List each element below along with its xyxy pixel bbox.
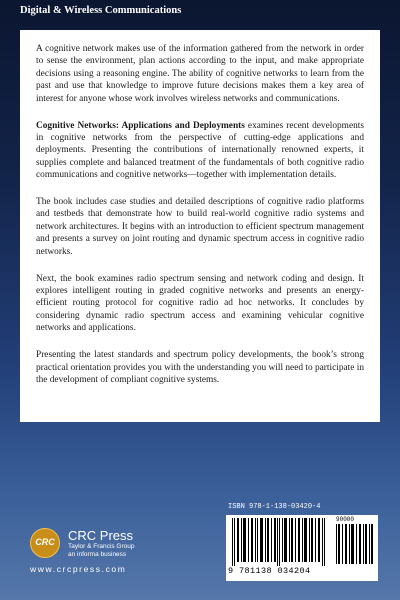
- description-panel: [20, 30, 380, 422]
- publisher-group: Taylor & Francis Group: [68, 543, 135, 550]
- addon-barcode-icon: [336, 524, 374, 564]
- paragraph-4: Next, the book examines radio spectrum sensing and network coding and design. It explores intelligent routing in graded cognitive networks and presents an energy-efficient routing protocol for cognitive radio ad hoc networks. It concludes by considering dynamic radio spectrum access and examining vehicular cognitive networks and applications.: [36, 273, 364, 334]
- paragraph-2: [36, 120, 364, 182]
- isbn-label: ISBN 978-1-138-03420-4: [228, 503, 321, 511]
- crc-logo-icon: CRC: [30, 528, 60, 558]
- publisher-website: www.crcpress.com: [30, 564, 127, 574]
- series-title: Digital & Wireless Communications: [20, 5, 182, 16]
- barcode-icon: [230, 518, 330, 566]
- barcode-addon-digits: 90000: [336, 516, 355, 523]
- paragraph-3: The book includes case studies and detailed descriptions of cognitive radio platforms and testbeds that demonstrate how to build real-world cognitive radio systems and network architectures. It begins with an introduction to efficient spectrum management and presents a survey on joint routing and dynamic spectrum access in cognitive radio networks.: [36, 197, 364, 257]
- barcode-block: [226, 515, 378, 581]
- publisher-logo: [30, 528, 180, 588]
- paragraph-1: A cognitive network makes use of the information gathered from the network in order to sense the environment, plan actions according to the input, and make appropriate decisions using a reasoning engine. The ability of cognitive networks to learn from the past and use that knowledge to improve future decisions makes them a key area of interest for anyone whose work involves wireless networks and communications.: [36, 44, 364, 104]
- barcode-digits: 9 781138 034204: [228, 566, 311, 576]
- publisher-name: CRC Press: [68, 528, 134, 543]
- paragraph-5: Presenting the latest standards and spectrum policy developments, the book’s strong practical orientation provides you with the understanding you will need to participate in the development of compliant cognitive systems.: [36, 350, 364, 385]
- book-title: Cognitive Networks: Applications and Deployments: [36, 120, 245, 131]
- publisher-tagline: an informa business: [68, 551, 127, 558]
- paragraph-2-text: examines recent developments in cognitive networks from the perspective of cutting-edge applications and deployments. Presenting the contributions of internationally renowned experts, it supplies complete and balanced treatment of the fundamentals of both cognitive radio communications and cognitive networks—together with implementation details.: [36, 120, 364, 181]
